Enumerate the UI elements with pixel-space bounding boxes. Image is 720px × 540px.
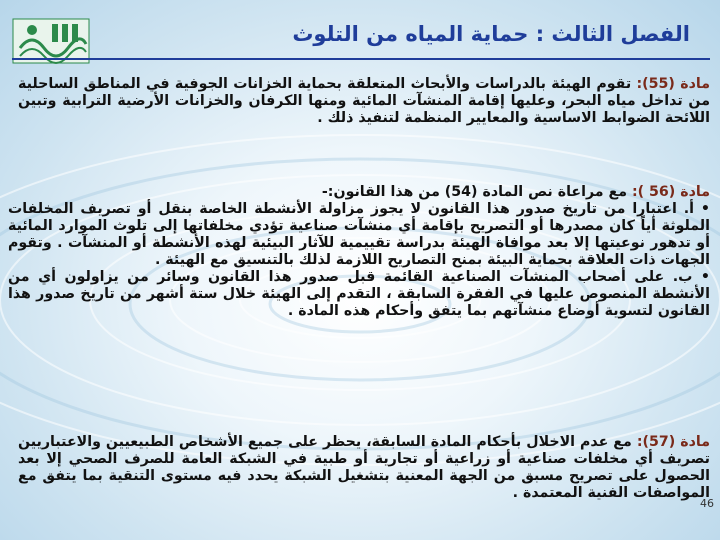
slide-title: الفصل الثالث : حماية المياه من التلوث	[292, 22, 690, 46]
article-57-text: مع عدم الاخلال بأحكام المادة السابقة، يحظر على جميع الأشخاص الطبيعيين والاعتباريين تصريف أي مخلفات صناعية أو زراعية أو تجارية أو طبية في الشبكة العامة للصرف الصحي إلا بعد الحصول على تصريح مسبق من الجهة المعنية بتشغيل الشبكة يحدد فيه مستوى التنقية بما يتفق مع المواصفات الفنية المعتمدة .	[18, 434, 710, 501]
article-57-label: مادة (57):	[636, 434, 710, 450]
article-55-label: مادة (55):	[636, 76, 710, 92]
article-57	[18, 434, 710, 502]
article-56-bullet-b-text: ب. على أصحاب المنشآت الصناعية القائمة قبل صدور هذا القانون وسائر من يزاولون أي من الأنشطة المنصوص عليها في الفقرة السابقة ، التقدم إلى الهيئة خلال ستة أشهر من تاريخ صدور هذا القانون لتسوية أوضاع منشآتهم بما يتفق وأحكام هذه المادة .	[8, 269, 710, 319]
article-56-bullet-a-text: أ. اعتبارا من تاريخ صدور هذا القانون لا يجوز مزاولة الأنشطة الخاصة بنقل أو تصريف المخلفات الملوثة أياً كان مصدرها أو التصريح بإقامة أي منشآت صناعية تؤدي مخلفاتها إلى تلوث الموارد المائية أو تدهور نوعيتها إلا بعد موافاة الهيئة بدراسة تقييمية للآثار البيئية لهذه الأنشطة أو المنشآت . وتقوم الجهات ذات العلاقة بحماية البيئة بمنح التصاريح اللازمة لذلك بالتنسيق مع الهيئة .	[8, 201, 710, 268]
article-56-label: مادة (56 ):	[631, 184, 710, 200]
page-number: 46	[700, 497, 714, 510]
title-underline	[12, 58, 710, 60]
article-56-intro: مع مراعاة نص المادة (54) من هذا القانون:-	[321, 184, 632, 200]
article-55	[18, 76, 710, 127]
article-56	[8, 184, 710, 320]
article-56-bullet-a: • أ. اعتبارا من تاريخ صدور هذا القانون لا يجوز مزاولة الأنشطة الخاصة بنقل أو تصريف المخلفات الملوثة أياً كان مصدرها أو التصريح بإقامة أي منشآت صناعية تؤدي مخلفاتها إلى تلوث الموارد المائية أو تدهور نوعيتها إلا بعد موافاة الهيئة بدراسة تقييمية للآثار البيئية لهذه الأنشطة أو المنشآت . وتقوم الجهات ذات العلاقة بحماية البيئة بمنح التصاريح اللازمة لذلك بالتنسيق مع الهيئة .	[8, 201, 710, 268]
article-55-text: تقوم الهيئة بالدراسات والأبحاث المتعلقة بحماية الخزانات الجوفية في المناطق الساحلية من تداخل مياه البحر، وعليها إقامة المنشآت المائية ومنها الكرفان والخزانات الأرضية الترابية وتبين اللائحة الضوابط الاساسية والمعايير المنظمة لتنفيذ ذلك .	[18, 76, 710, 126]
article-56-bullet-b: • ب. على أصحاب المنشآت الصناعية القائمة قبل صدور هذا القانون وسائر من يزاولون أي من الأنشطة المنصوص عليها في الفقرة السابقة ، التقدم إلى الهيئة خلال ستة أشهر من تاريخ صدور هذا القانون لتسوية أوضاع منشآتهم بما يتفق وأحكام هذه المادة .	[8, 269, 710, 319]
